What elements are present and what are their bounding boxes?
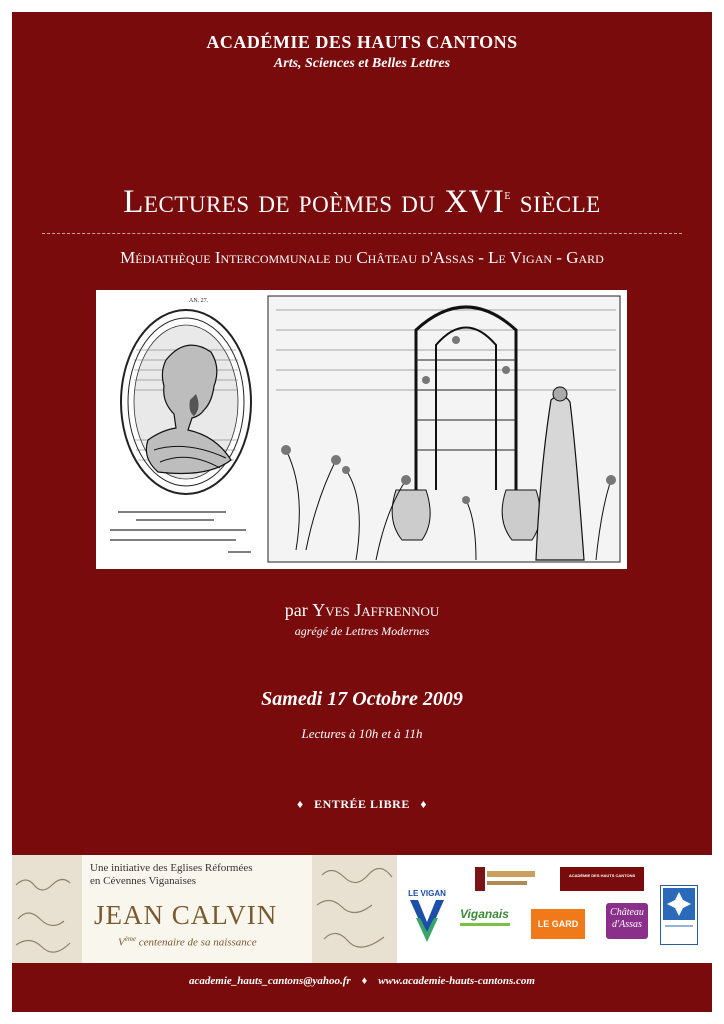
- le-vigan-icon: [408, 898, 446, 944]
- mediatheque-icon: [475, 867, 485, 891]
- centenary-sup: ème: [124, 935, 137, 943]
- title-sup: e: [504, 188, 512, 203]
- poster-title: [12, 184, 712, 221]
- huguenot-cross-icon: [661, 886, 697, 930]
- event-times: Lectures à 10h et à 11h: [301, 726, 423, 741]
- portrait-medallion: [110, 298, 251, 552]
- centenary-prefix: V: [118, 936, 125, 949]
- speaker-prefix: par: [284, 600, 313, 620]
- venue-line: Médiathèque Intercommunale du Château d'Assas - Le Vigan - Gard: [120, 248, 604, 267]
- logo-chateau-assas: [606, 903, 648, 939]
- footer: [12, 975, 712, 987]
- centenary-text: [118, 935, 257, 949]
- entry-free: ENTRÉE LIBRE: [314, 797, 410, 811]
- diamond-icon: ♦: [420, 797, 427, 811]
- logo-le-gard: [531, 909, 585, 939]
- event-date: Samedi 17 Octobre 2009: [261, 688, 463, 710]
- calvin-banner: [12, 855, 397, 963]
- engraving-image: [96, 290, 627, 569]
- logo-eglise-reformee: [660, 885, 698, 945]
- title-main: Lectures de poèmes du XVI: [123, 184, 505, 220]
- poster: [12, 12, 712, 1012]
- logo-academie: [560, 867, 644, 891]
- speaker-name: Yves Jaffrennou: [312, 600, 440, 620]
- speaker-line: [12, 600, 712, 621]
- mediatheque-bar-2: [487, 881, 527, 885]
- logo-le-vigan-label: LE VIGAN: [408, 889, 446, 898]
- logo-mediatheque: [475, 867, 535, 891]
- initiative-line-2: en Cévennes Viganaises: [90, 875, 197, 887]
- logo-le-vigan: [408, 889, 446, 949]
- speaker-title: agrégé de Lettres Modernes: [294, 624, 430, 638]
- footer-separator: ♦: [361, 975, 368, 987]
- initiative-text: [90, 862, 253, 888]
- title-end: siècle: [511, 184, 601, 220]
- footer-website[interactable]: www.academie-hauts-cantons.com: [378, 975, 535, 987]
- logo-academie-label: ACADÉMIE DES HAUTS CANTONS: [568, 873, 636, 878]
- garden-scene: [268, 296, 620, 562]
- centenary-rest: centenaire de sa naissance: [136, 936, 257, 949]
- engraving-illustration: [96, 290, 627, 569]
- logo-viganais: [460, 907, 516, 937]
- initiative-line-1: Une initiative des Eglises Réformées: [90, 862, 253, 874]
- footer-email[interactable]: academie_hauts_cantons@yahoo.fr: [189, 975, 351, 987]
- logo-chateau-label: Château d'Assas: [610, 907, 644, 930]
- engraving-caption-label: AN. 27.: [189, 298, 209, 304]
- calvin-title: JEAN CALVIN: [94, 900, 278, 930]
- entry-line: [12, 797, 712, 812]
- mediatheque-bar-1: [487, 871, 535, 877]
- org-name: ACADÉMIE DES HAUTS CANTONS: [206, 32, 518, 52]
- logo-viganais-label: Viganais: [460, 907, 509, 921]
- partner-band: [12, 855, 712, 963]
- viganais-underline: [460, 923, 510, 926]
- diamond-icon: ♦: [297, 797, 304, 811]
- logo-le-gard-label: LE GARD: [537, 919, 579, 929]
- title-divider: [42, 233, 682, 234]
- org-subtitle: Arts, Sciences et Belles Lettres: [273, 56, 451, 71]
